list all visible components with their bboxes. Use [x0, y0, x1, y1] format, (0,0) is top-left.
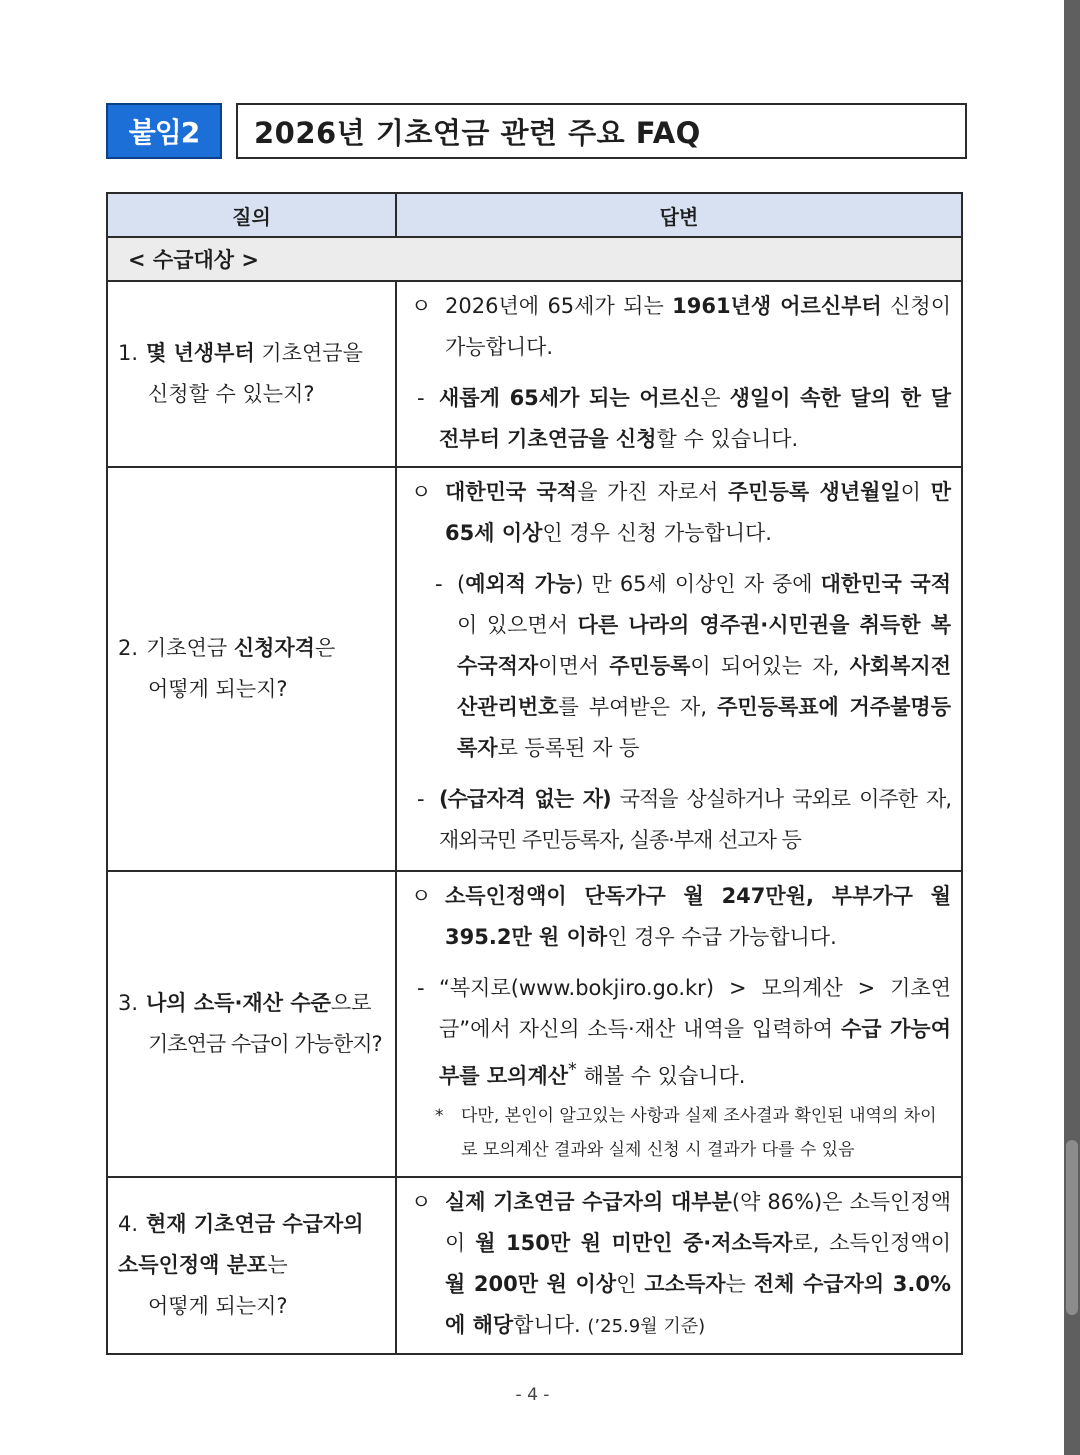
bullet-circle-icon: ㅇ	[411, 884, 432, 908]
table-row	[107, 871, 962, 1177]
dash-bullet-icon: -	[417, 386, 425, 410]
dash-bullet-icon: -	[417, 976, 425, 1000]
question-cell: 3. 나의 소득·재산 수준으로 기초연금 수급이 가능한지?	[107, 871, 396, 1177]
table-header-row	[107, 193, 962, 237]
dash-bullet-icon: -	[435, 572, 443, 596]
faq-table	[106, 192, 963, 1355]
section-row	[107, 237, 962, 281]
footnote: * 다만, 본인이 알고있는 사항과 실제 조사결과 확인된 내역의 차이로 모의계산 결과와 실제 신청 시 결과가 다를 수 있음	[409, 1099, 951, 1167]
question-cell: 4. 현재 기초연금 수급자의 소득인정액 분포는 어떻게 되는지?	[107, 1177, 396, 1354]
bullet-circle-icon: ㅇ	[411, 294, 432, 318]
answer-subpoint: - 새롭게 65세가 되는 어르신은 생일이 속한 달의 한 달 전부터 기초연금을 신청할 수 있습니다.	[409, 378, 951, 460]
attachment-badge: 붙임2	[106, 103, 222, 159]
page-title: 2026년 기초연금 관련 주요 FAQ	[236, 103, 967, 159]
scrollbar-thumb[interactable]	[1066, 1140, 1078, 1315]
asterisk-icon: *	[435, 1106, 444, 1126]
bullet-circle-icon: ㅇ	[411, 1190, 432, 1214]
page-number: - 4 -	[515, 1385, 550, 1405]
answer-point: ㅇ 소득인정액이 단독가구 월 247만원, 부부가구 월 395.2만 원 이하인 경우 수급 가능합니다.	[409, 876, 951, 958]
answer-point: ㅇ 대한민국 국적을 가진 자로서 주민등록 생년월일이 만 65세 이상인 경우 신청 가능합니다.	[409, 472, 951, 554]
dash-bullet-icon: -	[417, 787, 425, 811]
answer-point: ㅇ 실제 기초연금 수급자의 대부분(약 86%)은 소득인정액이 월 150만 원 미만인 중·저소득자로, 소득인정액이 월 200만 원 이상인 고소득자는 전체 수급자의 3.0%에 해당합니다. (’25.9월 기준)	[409, 1182, 951, 1347]
table-row	[107, 467, 962, 871]
answer-point: ㅇ 2026년에 65세가 되는 1961년생 어르신부터 신청이 가능합니다.	[409, 286, 951, 368]
scrollbar-track[interactable]	[1064, 0, 1080, 1455]
question-cell: 2. 기초연금 신청자격은 어떻게 되는지?	[107, 467, 396, 871]
answer-subpoint: - (예외적 가능) 만 65세 이상인 자 중에 대한민국 국적이 있으면서 다른 나라의 영주권·시민권을 취득한 복수국적자이면서 주민등록이 되어있는 자, 사회복지전산관리번호를 부여받은 자, 주민등록표에 거주불명등록자로 등록된 자 등	[409, 564, 951, 769]
section-label: < 수급대상 >	[107, 237, 962, 281]
column-header-answer: 답변	[396, 193, 962, 237]
question-cell: 1. 몇 년생부터 기초연금을 신청할 수 있는지?	[107, 281, 396, 467]
table-row	[107, 281, 962, 467]
answer-cell	[396, 467, 962, 871]
answer-cell	[396, 1177, 962, 1354]
column-header-question: 질의	[107, 193, 396, 237]
answer-cell	[396, 281, 962, 467]
answer-cell	[396, 871, 962, 1177]
answer-subpoint: - (수급자격 없는 자) 국적을 상실하거나 국외로 이주한 자, 재외국민 주민등록자, 실종·부재 선고자 등	[409, 779, 951, 861]
answer-subpoint: - “복지로(www.bokjiro.go.kr) > 모의계산 > 기초연금”에서 자신의 소득·재산 내역을 입력하여 수급 가능여부를 모의계산* 해볼 수 있습니다.	[409, 968, 951, 1097]
bullet-circle-icon: ㅇ	[411, 480, 432, 504]
table-row	[107, 1177, 962, 1354]
